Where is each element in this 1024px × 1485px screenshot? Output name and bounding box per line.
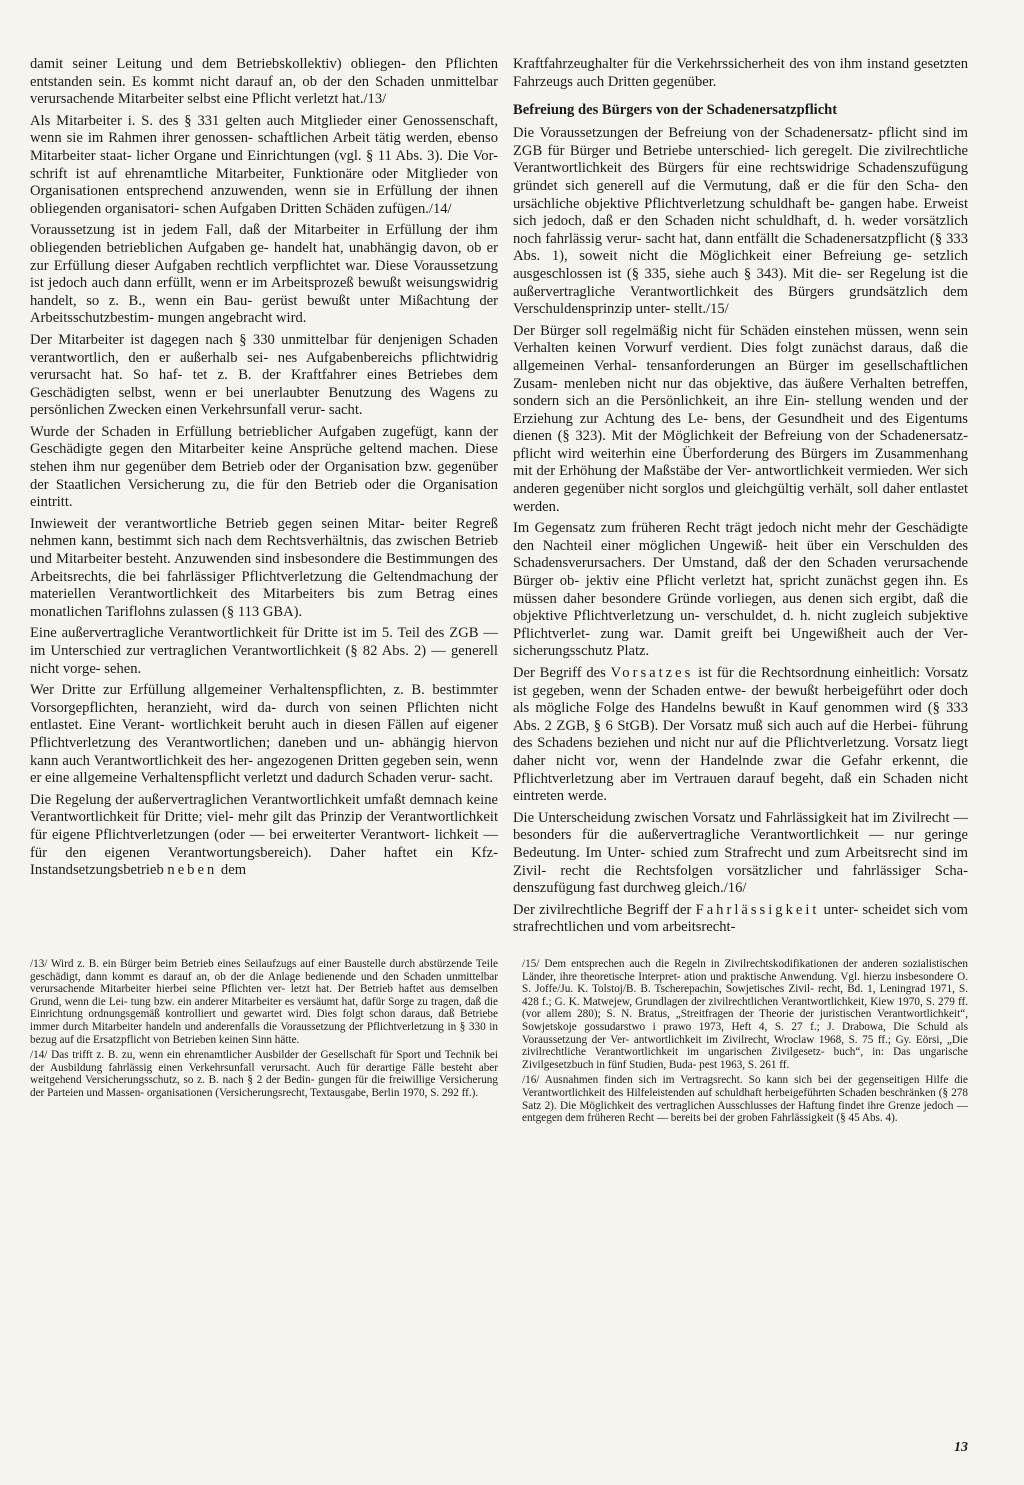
paragraph-fahrlaessigkeit (513, 902, 968, 937)
footnotes-left (30, 958, 498, 1103)
paragraph: damit seiner Leitung und dem Betriebskollektiv) obliegen- den Pflichten entstanden sein. Es kommt nicht darauf an, ob der den Schaden unmittelbar verursachende Mitarbeiter selbst eine Pflicht verletzt hat./13/ (30, 56, 498, 108)
paragraph-tail: dem (217, 862, 247, 879)
paragraph: Die Unterscheidung zwischen Vorsatz und Fahrlässigkeit hat im Zivilrecht — besonders für die außervertragliche Verantwortlichkeit — nur geringe Bedeutung. Im Unter- schied zum Strafrecht und zum Arbeitsrecht sind im Zivil- recht die Rechtsfolgen vorsätzlicher und fahrlässiger Scha- denszufügung fast durchweg gleich./16/ (513, 809, 968, 897)
paragraph: Voraussetzung ist in jedem Fall, daß der Mitarbeiter in Erfüllung der ihm obliegenden betrieblichen Aufgaben ge- handelt hat, unabhängig davon, ob er zur Erfüllung dieser Aufgaben rechtlich verpflichtet war. Diese Voraussetzung ist jedoch auch dann erfüllt, wenn er im Arbeitsprozeß bewußt weisungswidrig handelt, so z. B., wenn ein Bau- gerüst bewußt unter Mißachtung der Arbeitsschutzbestim- mungen angebracht wird. (30, 222, 498, 327)
paragraph-text: ist für die Rechtsordnung einheitlich: Vorsatz ist gegeben, wenn der Schaden entwe- der bewußt herbeigeführt oder doch als mögliche Folge des Handelns bewußt in Kauf genommen wird (§ 333 Abs. 2 ZGB, § 6 StGB). Der Vorsatz muß sich auch auf die Herbei- führung des Schadens beziehen und nicht nur auf die Pflichtverletzung. Vorsatz liegt daher nicht vor, wenn der Handelnde zwar die Gefahr erkennt, die Pflichtverletzung aber im Vertrauen darauf begeht, daß ein Schaden nicht eintreten werde. (513, 665, 968, 805)
paragraph-text: Die Regelung der außervertraglichen Verantwortlichkeit umfaßt demnach keine Verantwortlichkeit für Dritte; viel- mehr gilt das Prinzip der Verantwortlichkeit für eigene Pflichtverletzungen (oder — bei erweiterter Verantwort- lichkeit — für den eigenen Verantwortungsbereich). Daher haftet ein Kfz-Instandsetzungsbetrieb (30, 791, 498, 879)
paragraph: Wurde der Schaden in Erfüllung betrieblicher Aufgaben zugefügt, kann der Geschädigte gegen den Mitarbeiter keine Ansprüche geltend machen. Diese stehen ihm nur gegenüber dem Betrieb oder der Organisation bzw. gegenüber der Staatlichen Versicherung zu, die für den Betrieb oder die Organisation eintritt. (30, 423, 498, 511)
paragraph: Im Gegensatz zum früheren Recht trägt jedoch nicht mehr der Geschädigte den Nachteil einer möglichen Ungewiß- heit über ein Verschulden des Schadensverursachers. Der Umstand, daß der den Schaden verursachende Bürger ob- jektiv eine Pflicht verletzt hat, spricht zunächst gegen ihn. Es müssen daher besondere Gründe vorliegen, aus denen sich ergibt, daß die objektive Pflichtverletzung un- verschuldet, d. h. nicht zugleich subjektive Pflichtverlet- zung war. Damit greift bei Ungewißheit auch der Ver- sicherungsschutz Platz. (513, 520, 968, 660)
spaced-emphasis: neben (167, 862, 218, 879)
right-text-column (513, 56, 968, 941)
footnote: /14/ Das trifft z. B. zu, wenn ein ehrenamtlicher Ausbilder der Gesellschaft für Sport und Technik bei der Ausbildung fahrlässig einen Verkehrsunfall verursacht. Auch für derartige Fälle besteht aber weitgehend Versicherungsschutz, so z. B. nach § 2 der Bedin- gungen für die freiwillige Versicherung der Parteien und Massen- organisationen (Versicherungsrecht, Textausgabe, Berlin 1970, S. 292 ff.). (30, 1049, 498, 1099)
paragraph: Der Mitarbeiter ist dagegen nach § 330 unmittelbar für denjenigen Schaden verantwortlich, den er außerhalb sei- nes Aufgabenbereichs pflichtwidrig verursacht hat. So haf- tet z. B. der Kraftfahrer eines Betriebes dem Geschädigten selbst, wenn er bei unerlaubter Benutzung des Wagens zu persönlichen Zwecken einen Verkehrsunfall verur- sacht. (30, 331, 498, 419)
paragraph: Als Mitarbeiter i. S. des § 331 gelten auch Mitglieder einer Genossenschaft, wenn sie im Rahmen ihrer genossen- schaftlichen Arbeit tätig werden, ebenso Mitarbeiter staat- licher Organe und Einrichtungen (vgl. § 11 Abs. 3). Die Vor- schrift ist auf ehrenamtliche Mitarbeiter, Funktionäre oder Mitglieder von Organisationen entsprechend anzuwenden, wenn sie in Erfüllung der ihnen obliegenden organisatori- schen Aufgaben Dritten Schäden zufügen./14/ (30, 112, 498, 217)
paragraph-with-spacing (30, 792, 498, 880)
paragraph-text: Der zivilrechtliche Begriff der (513, 901, 696, 918)
paragraph: Inwieweit der verantwortliche Betrieb gegen seinen Mitar- beiter Regreß nehmen kann, bestimmt sich nach dem Rechtsverhältnis, das zwischen Betrieb und Mitarbeiter besteht. Anzuwenden sind insbesondere die Bestimmungen des Arbeitsrechts, die bei fahrlässiger Pflichtverletzung die Geltendmachung der materiellen Verantwortlichkeit des Mitarbeiters bis zum Betrag eines monatlichen Tariflohns zulassen (§ 113 GBA). (30, 515, 498, 620)
spaced-emphasis: Vorsatzes (610, 665, 694, 681)
footnotes-right (522, 958, 968, 1128)
paragraph: Eine außervertragliche Verantwortlichkeit für Dritte ist im 5. Teil des ZGB — im Unterschied zur vertraglichen Verantwortlichkeit (§ 82 Abs. 2) — generell nicht vorge- sehen. (30, 625, 498, 677)
paragraph: Die Voraussetzungen der Befreiung von der Schadenersatz- pflicht sind im ZGB für Bürger und Betriebe unterschied- lich geregelt. Die zivilrechtliche Verantwortlichkeit des Bürgers für eine rechtswidrige Schadenszufügung gründet sich generell auf die Vermutung, daß er die für den Scha- den ursächliche objektive Pflichtverletzung schuldhaft be- gangen habe. Erweist sich jedoch, daß er den Schaden nicht schuldhaft, d. h. weder vorsätzlich noch fahrlässig verur- sacht hat, dann entfällt die Schadenersatzpflicht (§ 333 Abs. 1), soweit nicht die Möglichkeit einer Befreiung ge- setzlich ausgeschlossen ist (§ 335, siehe auch § 343). Mit die- ser Regelung ist die außervertragliche Verantwortlichkeit des Bürgers grundsätzlich dem Verschuldensprinzip unter- stellt./15/ (513, 125, 968, 318)
spaced-emphasis: Fahrlässigkeit (695, 901, 820, 918)
paragraph-text: Der Begriff des (513, 665, 611, 681)
page-number: 13 (954, 1440, 968, 1455)
paragraph: Wer Dritte zur Erfüllung allgemeiner Verhaltenspflichten, z. B. bestimmter Vorsorgepflichten, heranzieht, wird da- durch von seinen Pflichten nicht entlastet. Eine Verant- wortlichkeit beruht auch in diesen Fällen auf eigener Pflichtverletzung des Verantwortlichen; daneben und un- abhängig hiervon kann auch Verantwortlichkeit des her- angezogenen Dritten gegeben sein, wenn er eine allgemeine Verhaltenspflicht verletzt und dadurch Schaden verur- sacht. (30, 682, 498, 787)
paragraph: Kraftfahrzeughalter für die Verkehrssicherheit des von ihm instand gesetzten Fahrzeugs auch Dritten gegenüber. (513, 56, 968, 90)
footnote: /13/ Wird z. B. ein Bürger beim Betrieb eines Seilaufzugs auf einer Baustelle durch abstürzende Teile geschädigt, dann kommt es darauf an, ob der die Anlage bedienende und den Schaden unmittelbar verursachende Mitarbeiter hierbei seine Pflichten ver- letzt hat. Der Betrieb haftet aus demselben Grund, wenn die Lei- tung bzw. ein anderer Mitarbeiter es versäumt hat, dafür Sorge zu tragen, daß die Einrichtung ordnungsgemäß kontrolliert und gewartet wird. Dies folgt schon daraus, daß Betriebe immer durch Mitarbeiter handeln und anderenfalls die Voraussetzung der Pflichtverletzung in § 330 in bezug auf die Ersatzpflicht von Betrieben keinen Sinn hätte. (30, 958, 498, 1046)
footnote: /15/ Dem entsprechen auch die Regeln in Zivilrechtskodifikationen der anderen sozialistischen Länder, ihre theoretische Interpret- ation und praktische Anwendung. Vgl. hierzu insbesondere O. S. Joffe/Ju. K. Tolstoj/B. B. Tscherepachin, Sowjetisches Zivil- recht, Bd. 1, Leningrad 1971, S. 428 f.; G. K. Matwejew, Grundlagen der zivilrechtlichen Verantwortlichkeit, Kiew 1970, S. 279 ff. (vor allem 280); S. N. Bratus, „Streitfragen der Theorie der juristischen Verantwortlichkeit“, Sowjetskoje gossudarstwo i prawo 1973, Heft 4, S. 27 f.; J. Drabowa, Die Schuld als Voraussetzung der Ver- antwortlichkeit im Zivilrecht, Wroclaw 1968, S. 75 ff.; Gy. Eörsi, „Die zivilrechtliche Verantwortlichkeit im ungarischen Zivilgesetz- buch“, in: Das ungarische Zivilgesetzbuch in fünf Studien, Buda- pest 1963, S. 261 ff. (522, 958, 968, 1071)
footnote: /16/ Ausnahmen finden sich im Vertragsrecht. So kann sich bei der gegenseitigen Hilfe die Verantwortlichkeit des Hilfeleistenden auf schuldhaft herbeigeführten Schaden beschränken (§ 278 Satz 2). Die Möglichkeit des vertraglichen Ausschlusses der Haftung findet ihre Grenze jedoch — entgegen dem früheren Recht — bereits bei der groben Fahrlässigkeit (§ 45 Abs. 4). (522, 1074, 968, 1125)
left-text-column (30, 56, 498, 884)
paragraph: Der Bürger soll regelmäßig nicht für Schäden einstehen müssen, wenn sein Verhalten keinen Vorwurf verdient. Dies folgt zunächst daraus, daß die allgemeinen Verhal- tensanforderungen an Bürger im gesellschaftlichen Zusam- menleben nicht nur das objektive, das äußere Verhalten betreffen, sondern sich an die Persönlichkeit, an ihre Ein- stellung wenden und der Erziehung zur Achtung des Le- bens, der Gesundheit und des Eigentums dienen (§ 323). Mit der Möglichkeit der Befreiung von der Schadenersatz- pflicht wird weiterhin eine Überforderung des Bürgers im Zusammenhang mit der Erhöhung der Maßstäbe der Ver- antwortlichkeit vermieden. Wer sich anderen gegenüber nicht sorglos und gleichgültig verhält, soll daher entlastet werden. (513, 322, 968, 515)
paragraph-text: unter- scheidet sich vom strafrechtlichen und vom arbeitsrecht- (513, 901, 969, 936)
paragraph-vorsatz (513, 665, 968, 806)
section-heading: Befreiung des Bürgers von der Schadenersatzpflicht (513, 102, 838, 119)
